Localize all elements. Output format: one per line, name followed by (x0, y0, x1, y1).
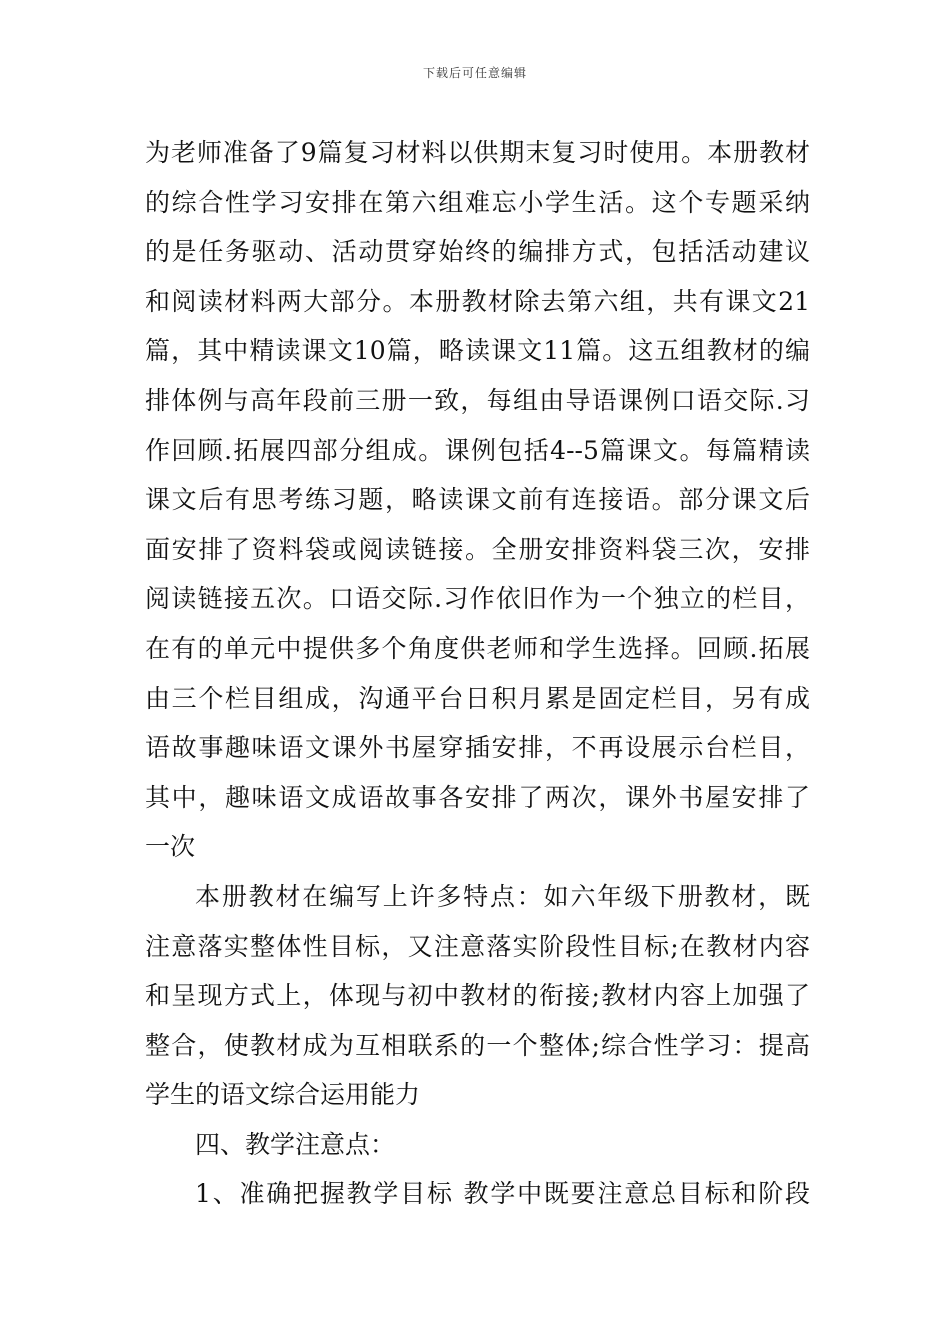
text-line: 课文后有思考练习题，略读课文前有连接语。部分课文后 (145, 485, 810, 515)
text-line: 排体例与高年段前三册一致，每组由导语课例口语交际.习 (145, 385, 810, 415)
text-line: 一次 (145, 832, 196, 862)
text-line: 由三个栏目组成，沟通平台日积月累是固定栏目，另有成 (145, 683, 810, 713)
text-line: 语故事趣味语文课外书屋穿插安排，不再设展示台栏目， (145, 733, 810, 763)
text-line: 为老师准备了9篇复习材料以供期末复习时使用。本册教材 (145, 138, 810, 167)
text-line: 和呈现方式上，体现与初中教材的衔接;教材内容上加强了 (145, 981, 810, 1011)
list-item (145, 1169, 810, 1219)
text-line: 学生的语文综合运用能力 (145, 1080, 421, 1110)
text-line: 篇，其中精读课文10篇，略读课文11篇。这五组教材的编 (145, 336, 810, 366)
text-line: 面安排了资料袋或阅读链接。全册安排资料袋三次，安排 (145, 534, 810, 564)
body-text (145, 128, 810, 1219)
text-line: 整合，使教材成为互相联系的一个整体;综合性学习：提高 (145, 1030, 810, 1060)
header-note: 下载后可任意编辑 (422, 66, 527, 80)
text-line: 的是任务驱动、活动贯穿始终的编排方式，包括活动建议 (145, 237, 810, 267)
text-line: 1、准确把握教学目标 教学中既要注意总目标和阶段 (195, 1179, 810, 1209)
text-line: 和阅读材料两大部分。本册教材除去第六组，共有课文21 (145, 286, 810, 316)
text-line: 的综合性学习安排在第六组难忘小学生活。这个专题采纳 (145, 187, 810, 217)
text-line: 在有的单元中提供多个角度供老师和学生选择。回顾.拓展 (145, 633, 810, 663)
text-line: 本册教材在编写上许多特点：如六年级下册教材，既 (195, 881, 810, 911)
section-heading (145, 1120, 810, 1170)
text-line: 作回顾.拓展四部分组成。课例包括4--5篇课文。每篇精读 (145, 435, 810, 465)
text-line: 注意落实整体性目标，又注意落实阶段性目标;在教材内容 (145, 931, 810, 961)
heading-line: 四、教学注意点： (195, 1129, 396, 1159)
text-line: 阅读链接五次。口语交际.习作依旧作为一个独立的栏目， (145, 584, 810, 614)
text-line: 其中，趣味语文成语故事各安排了两次，课外书屋安排了 (145, 782, 810, 812)
paragraph-1 (145, 128, 810, 872)
paragraph-2 (145, 872, 810, 1120)
